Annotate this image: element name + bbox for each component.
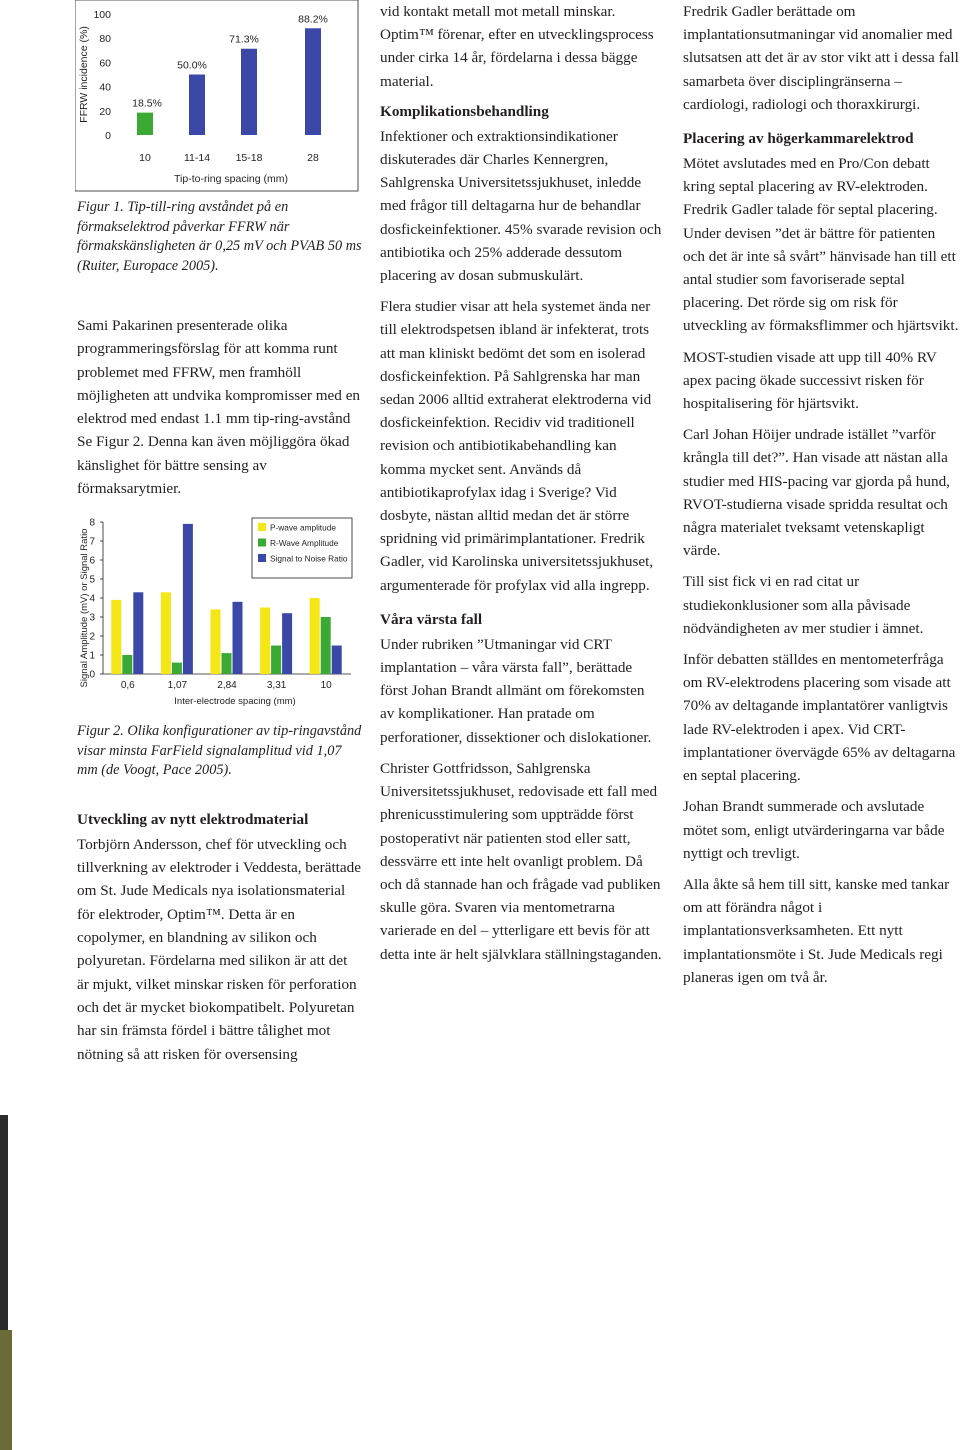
chart1-x-axis-label: Tip-to-ring spacing (mm)	[174, 173, 288, 185]
col3-paragraph-7: Johan Brandt summerade och avslutade mötet som, enligt utvärderingarna var både nyttigt och trevligt.	[683, 798, 945, 862]
chart2-y-tick-label: 0	[89, 669, 95, 681]
chart1-value-label: 50.0%	[177, 59, 207, 72]
chart2-x-tick-label: 2,84	[217, 680, 237, 692]
chart1-y-tick-label: 80	[99, 33, 111, 46]
col3-paragraph-8: Alla åkte så hem till sitt, kanske med tankar om att förändra något i implantationsverksamheten. Ett nytt implantationsmöte i St. Jude Medicals regi planeras igen om två år.	[683, 875, 950, 986]
chart1-bar	[241, 49, 257, 135]
chart2-x-tick-label: 1,07	[167, 680, 188, 692]
col3-paragraph-6: Inför debatten ställdes en mentometerfråga om RV-elektrodens placering som visade att 70% av deltagande implantatörer vanligtvis lade RV-elektroden i apex. Vid CRT-implantationer övervägde 65% av deltagarna en septal placering.	[683, 651, 956, 785]
col2-paragraph-3: Flera studier visar att hela systemet ända ner till elektrodspetsen ibland är infekterat, trots att man kliniskt bedömt det som en isolerad dosfickeinfektion. På Sahlgrenska har man sedan 2006 alltid extraherat elektroderna vid dosfickeinfektion. Recidiv vid traditionell revision och antibiotikabehandling kan komma mycket sent. Används då antibiotikaprofylax idag i Sverige? Vid dosbyte, nästan alltid medan det är större spridning vid primärimplantationer. Fredrik Gadler, vid Karolinska universitetssjukhuset, argumenterade för profylax vid alla ingrepp.	[380, 298, 654, 594]
chart1-y-tick-label: 0	[105, 130, 111, 142]
column-2	[380, 0, 662, 974]
chart2-bar	[172, 663, 182, 674]
col3-paragraph-5: Till sist fick vi en rad citat ur studiekonklusioner som alla påvisade nödvändigheten av mer studier i ämnet.	[683, 573, 924, 637]
chart1-x-tick-label: 15-18	[235, 152, 263, 164]
col2-paragraph-5: Christer Gottfridsson, Sahlgrenska Universitetssjukhuset, redovisade ett fall med phrenicusstimulering som uppträdde först postoperativt när patienten stod eller satt, dessvärre ett inte helt ovanligt problem. Då och då stannade han och frågade vad publiken skulle göra. Svaren via mentometrarna varierade en del – ytterligare ett bevis för att detta inte är helt självklara ställningstaganden.	[380, 759, 662, 963]
col3-paragraph-1: Fredrik Gadler berättade om implantationsutmaningar vid anomalier med slutsatsen att det är av stor vikt att i dessa fall samarbeta över disciplingränserna – cardiologi, radiologi och thoraxkirurgi.	[683, 3, 959, 113]
chart2-bar	[321, 617, 331, 674]
chart2-y-tick-label: 8	[89, 517, 95, 529]
chart1-value-label: 18.5%	[132, 97, 162, 110]
chart1-y-tick-label: 60	[99, 57, 111, 70]
chart2-x-tick-label: 3,31	[266, 680, 287, 692]
figure-1-caption: Figur 1. Tip-till-ring avståndet på en förmakselektrod påverkar FFRW när förmakskänsligheten är 0,25 mV och PVAB 50 ms (Ruiter, Europace 2005).	[77, 199, 362, 274]
chart2-bar	[161, 593, 171, 675]
chart2-x-axis-label: Inter-electrode spacing (mm)	[174, 696, 296, 708]
chart2-bar	[122, 655, 132, 674]
chart2-y-tick-label: 5	[89, 574, 95, 586]
col2-paragraph-2: Infektioner och extraktionsindikationer diskuterades där Charles Kennergren, Sahlgrenska Universitetssjukhuset, inledde med frågor till deltagarna hur de behandlar dosfickeinfektioner. 45% svarade revision och antibiotika och 25% adderade dessutom placering av dosan submuskulärt.	[380, 127, 662, 285]
chart2-bar	[271, 646, 281, 675]
figure-2-caption: Figur 2. Olika konfigurationer av tip-ringavstånd visar minsta FarField signalamplitud vid 1,07 mm (de Voogt, Pace 2005).	[77, 723, 362, 779]
col3-paragraph-4: Carl Johan Höijer undrade istället ”varför krångla till det?”. Han visade att nästan alla studier med HIS-pacing var gjorda på hund, RVOT-studierna visade spridda resultat och några materialet tveksamt vetenskapligt värde.	[683, 426, 950, 560]
chart1-y-axis-label: FFRW incidence (%)	[78, 26, 90, 123]
chart2-y-tick-label: 6	[89, 555, 95, 567]
chart2-bar	[282, 614, 292, 675]
chart2-y-tick-label: 3	[89, 612, 95, 624]
chart2-legend-label: Signal to Noise Ratio	[270, 553, 348, 564]
chart2-legend-label: P-wave amplitude	[270, 522, 336, 533]
chart2-bar	[111, 600, 121, 674]
chart2-y-tick-label: 4	[89, 593, 95, 605]
chart2-bar	[211, 610, 221, 675]
col3-paragraph-2: Mötet avslutades med en Pro/Con debatt kring septal placering av RV-elektroden. Fredrik Gadler talade för septal placering. Under devisen ”det är bättre för patienten och det är inte så svårt” hänvisade han till ett antal studier som favoriserade septal placering. Det rörde sig om risk för utveckling av förmaksflimmer och hjärtsvikt.	[683, 155, 959, 335]
photo-edge-strip-lower	[0, 1330, 12, 1450]
chart2-bar	[260, 608, 270, 675]
chart2-y-axis-label: Signal Amplitude (mV) or Signal Ratio	[79, 528, 90, 688]
col1-paragraph-2: Torbjörn Andersson, chef för utveckling och tillverkning av elektroder i Veddesta, berättade om St. Jude Medicals nya isolationsmaterial för elektroder, Optim™. Detta är en copolymer, en blandning av silikon och polyuretan. Fördelarna med silikon är att det är mjukt, vilket minskar risken för perforation och det är mycket biokompatibelt. Polyuretan har sin främsta fördel i bättre tålighet mot nötning så att risken för oversensing	[77, 835, 361, 1063]
ffrw-incidence-chart	[75, 0, 360, 192]
chart2-bar	[310, 598, 320, 674]
chart2-bar	[183, 524, 193, 674]
chart2-x-tick-label: 0,6	[120, 680, 135, 692]
signal-amplitude-chart	[75, 512, 360, 714]
chart2-x-tick-label: 10	[320, 680, 332, 692]
chart1-value-label: 88.2%	[298, 13, 328, 26]
chart1-y-tick-label: 20	[99, 105, 111, 118]
col1-heading-1: Utveckling av nytt elektrodmaterial	[77, 810, 309, 828]
chart1-bar	[137, 113, 153, 135]
chart2-bar	[332, 646, 342, 675]
col2-heading-2: Våra värsta fall	[380, 610, 483, 628]
chart1-bar	[189, 75, 205, 136]
chart2-y-tick-label: 7	[89, 536, 95, 548]
chart1-value-label: 71.3%	[229, 33, 259, 46]
chart1-y-tick-label: 40	[99, 81, 111, 94]
chart2-y-tick-label: 1	[89, 650, 95, 662]
chart1-x-tick-label: 11-14	[183, 152, 211, 164]
chart1-bar	[305, 28, 321, 135]
chart2-legend-swatch	[258, 539, 266, 547]
chart2-legend-label: R-Wave Amplitude	[270, 538, 339, 549]
chart1-y-tick-label: 100	[93, 9, 111, 21]
col2-heading-1: Komplikationsbehandling	[380, 102, 549, 120]
col1-paragraph-1: Sami Pakarinen presenterade olika programmeringsförslag för att komma runt problemet med FFRW, men framhöll möjligheten att undvika kompromisser med en elektrod med endast 1.1 mm tip-ring-avstånd Se Figur 2. Denna kan även möjliggöra ökad känslighet för bättre sensing av förmaksarytmier.	[77, 317, 361, 498]
col3-heading-1: Placering av högerkammarelektrod	[683, 130, 914, 148]
chart2-legend-swatch	[258, 523, 266, 531]
col3-paragraph-3: MOST-studien visade att upp till 40% RV apex pacing ökade successivt risken för hospitalisering för hjärtsvikt.	[683, 348, 937, 413]
column-1	[77, 0, 362, 1074]
chart2-y-tick-label: 2	[89, 631, 95, 643]
chart2-bar	[222, 653, 232, 674]
chart2-bar	[133, 593, 143, 675]
chart2-bar	[233, 602, 243, 674]
chart1-x-tick-label: 28	[307, 152, 319, 164]
col2-paragraph-1: vid kontakt metall mot metall minskar. Optim™ förenar, efter en utvecklingsprocess under cirka 14 år, fördelarna i dessa bägge material.	[380, 3, 654, 90]
column-3	[683, 0, 960, 997]
col2-paragraph-4: Under rubriken ”Utmaningar vid CRT implantation – våra värsta fall”, berättade först Johan Brandt allmänt om förekomsten av komplikationer. Han pratade om perforationer, dissektioner och dislokationer.	[380, 635, 652, 746]
chart1-x-tick-label: 10	[139, 152, 151, 164]
chart2-legend-swatch	[258, 554, 266, 562]
